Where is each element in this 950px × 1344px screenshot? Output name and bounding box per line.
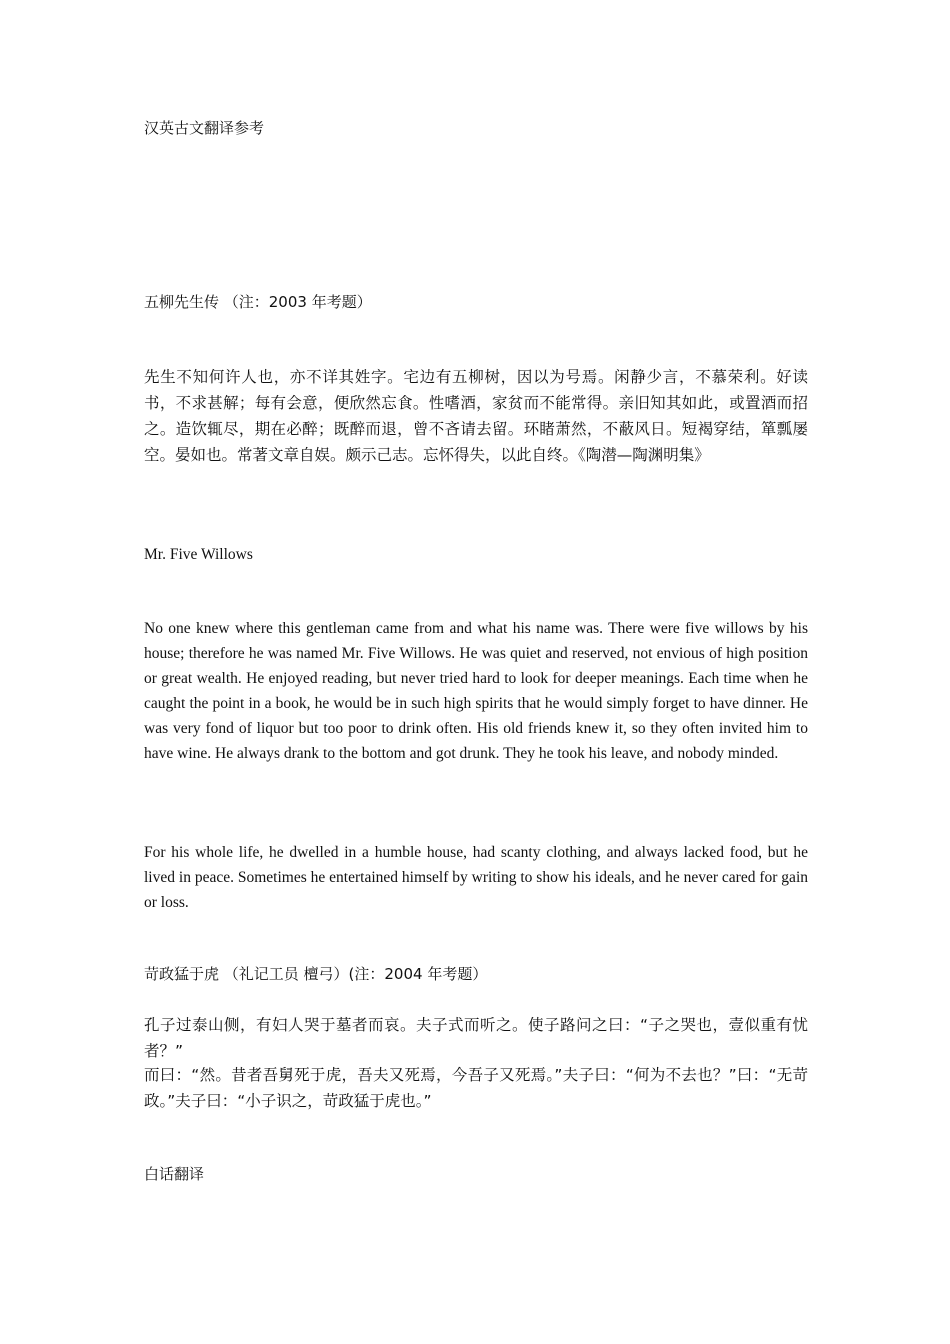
- english-title-five-willows: Mr. Five Willows: [144, 546, 253, 563]
- subheading-vernacular-translation: 白话翻译: [144, 1165, 205, 1183]
- english-paragraph-2: For his whole life, he dwelled in a humble house, had scanty clothing, and always lacked food, but he lived in peace. Sometimes he entertained himself by writing to show his ideals, and he never cared for gain or loss.: [144, 844, 808, 911]
- document-title: 汉英古文翻译参考: [144, 119, 265, 137]
- english-paragraph-1: No one knew where this gentleman came from and what his name was. There were five willows by his house; therefore he was named Mr. Five Willows. He was quiet and reserved, not envious of high position or great wealth. He enjoyed reading, but never tried hard to look for deeper meanings. Each time when he caught the point in a book, he would be in such high spirits that he would simply forget to have dinner. He was very fond of liquor but too poor to drink often. His old friends knew it, so they often invited him to have wine. He always drank to the bottom and got drunk. They he took his leave, and nobody minded.: [144, 620, 808, 762]
- chinese-paragraph-confucius-1: 孔子过泰山侧，有妇人哭于墓者而哀。夫子式而听之。使子路问之曰：“子之哭也，壹似重有忧者？”: [144, 1016, 808, 1060]
- section-heading-harsh-government: 苛政猛于虎 （礼记工员 檀弓）(注：2004 年考题）: [144, 965, 488, 983]
- chinese-paragraph-confucius-2: 而曰：“然。昔者吾舅死于虎，吾夫又死焉，今吾子又死焉。”夫子曰：“何为不去也？”曰：“无苛政。”夫子曰：“小子识之，苛政猛于虎也。”: [144, 1066, 808, 1110]
- section-heading-five-willows: 五柳先生传 （注：2003 年考题）: [144, 293, 372, 311]
- chinese-paragraph-five-willows: 先生不知何许人也，亦不详其姓字。宅边有五柳树，因以为号焉。闲静少言，不慕荣利。好读书，不求甚解；每有会意，便欣然忘食。性嗜酒，家贫而不能常得。亲旧知其如此，或置酒而招之。造饮辄尽，期在必醉；既醉而退，曾不吝请去留。环睹萧然，不蔽风日。短褐穿结，箪瓢屡空。晏如也。常著文章自娱。颇示己志。忘怀得失，以此自终。《陶潜—陶渊明集》: [144, 368, 808, 464]
